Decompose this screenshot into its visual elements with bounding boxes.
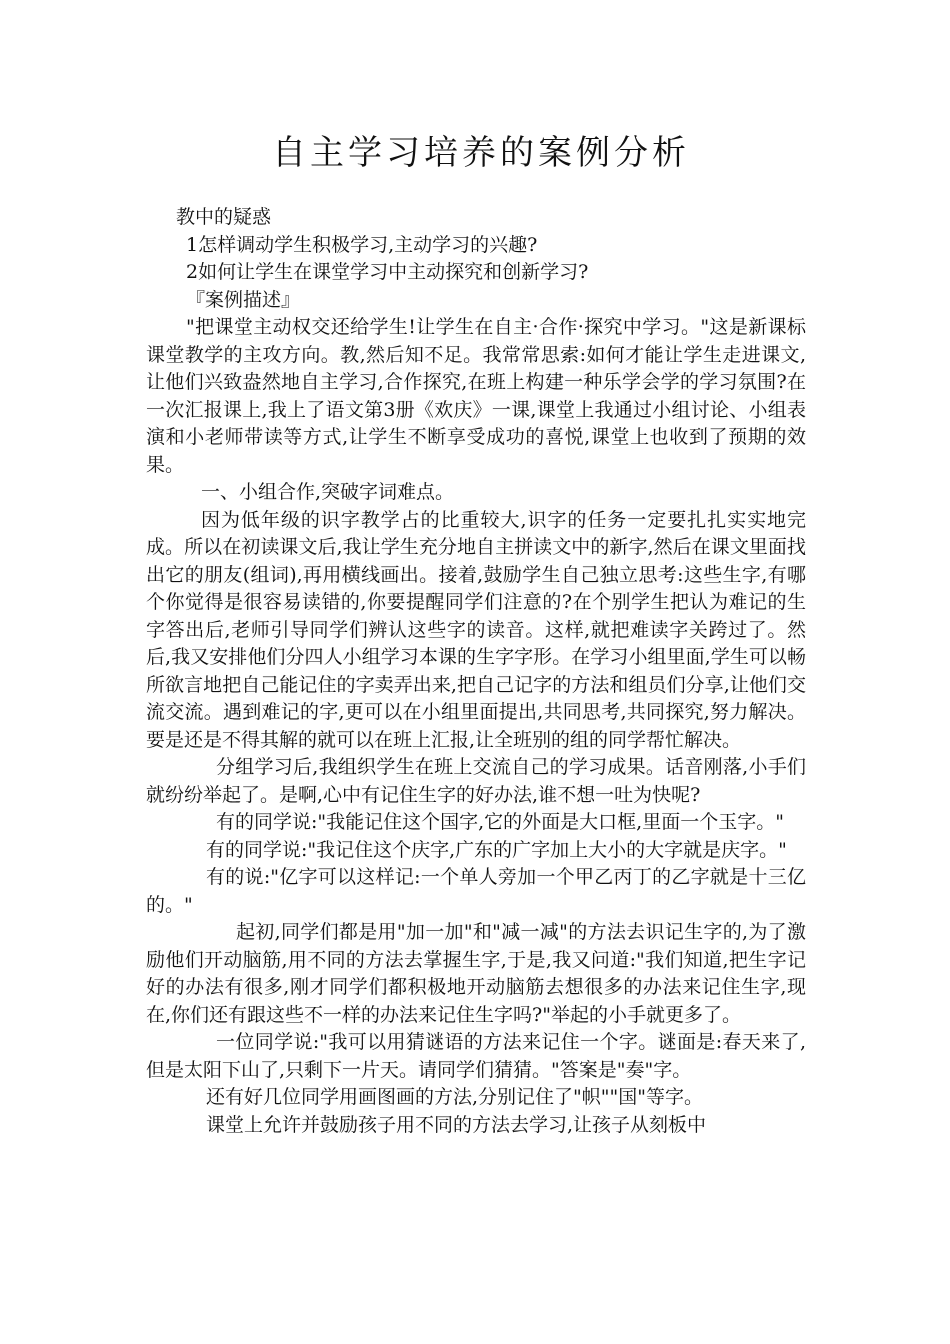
paragraph-literacy: 因为低年级的识字教学占的比重较大,识字的任务一定要扎扎实实地完成。所以在初读课文后,我让学生充分地自主拼读文中的新字,然后在课文里面找出它的朋友(组词),再用横线画出。接着,鼓励学生自己独立思考:这些生字,有哪个你觉得是很容易读错的,你要提醒同学们注意的?在个别学生把认为难记的生字答出后,老师引导同学们辨认这些字的读音。这样,就把难读字关跨过了。然后,我又安排他们分四人小组学习本课的生字字形。在学习小组里面,学生可以畅所欲言地把自己能记住的字卖弄出来,把自己记字的方法和组员们分享,让他们交流交流。遇到难记的字,更可以在小组里面提出,共同思考,共同探究,努力解决。要是还是不得其解的就可以在班上汇报,让全班别的组的同学帮忙解决。 — [146, 508, 806, 751]
question-1: 1怎样调动学生积极学习,主动学习的兴趣? — [186, 233, 538, 256]
paragraph-methods: 起初,同学们都是用"加一加"和"减一减"的方法去识记生字的,为了激励他们开动脑筋,用不同的方法去掌握生字,于是,我又问道:"我们知道,把生字记好的办法有很多,刚才同学们都积极地开动脑筋去想很多的办法来记住生字,现在,你们还有跟这些不一样的办法来记住生字吗?"举起的小手就更多了。 — [146, 921, 806, 1026]
section-heading-case: 『案例描述』 — [186, 288, 301, 311]
paragraph-quote-2: 有的同学说:"我记住这个庆字,广东的广字加上大小的大字就是庆字。" — [206, 838, 787, 861]
paragraph-sharing: 分组学习后,我组织学生在班上交流自己的学习成果。话音刚落,小手们就纷纷举起了。是啊,心中有记住生字的好办法,谁不想一吐为快呢? — [146, 756, 806, 806]
question-2: 2如何让学生在课堂学习中主动探究和创新学习? — [186, 261, 589, 283]
subheading-group-work: 一、小组合作,突破字词难点。 — [201, 481, 455, 503]
paragraph-quote-1: 有的同学说:"我能记住这个国字,它的外面是大口框,里面一个玉字。" — [216, 811, 784, 833]
paragraph-quote-3: 有的说:"亿字可以这样记:一个单人旁加一个甲乙丙丁的乙字就是十三亿的。" — [146, 866, 806, 916]
paragraph-intro: "把课堂主动权交还给学生!让学生在自主·合作·探究中学习。"这是新课标课堂教学的主攻方向。教,然后知不足。我常常思索:如何才能让学生走进课文,让他们兴致盎然地自主学习,合作探究,在班上构建一种乐学会学的学习氛围?在一次汇报课上,我上了语文第3册《欢庆》一课,课堂上我通过小组讨论、小组表演和小老师带读等方式,让学生不断享受成功的喜悦,课堂上也收到了预期的效果。 — [146, 316, 806, 476]
section-heading-doubts: 教中的疑惑 — [176, 206, 272, 228]
document-page — [146, 125, 806, 1139]
page-title: 自主学习培养的案例分析 — [272, 133, 690, 173]
paragraph-drawing: 还有好几位同学用画图画的方法,分别记住了"帜""国"等字。 — [206, 1086, 703, 1108]
paragraph-riddle: 一位同学说:"我可以用猜谜语的方法来记住一个字。谜面是:春天来了,但是太阳下山了,只剩下一片天。请同学们猜猜。"答案是"奏"字。 — [146, 1031, 806, 1081]
paragraph-closing: 课堂上允许并鼓励孩子用不同的方法去学习,让孩子从刻板中 — [206, 1113, 707, 1136]
